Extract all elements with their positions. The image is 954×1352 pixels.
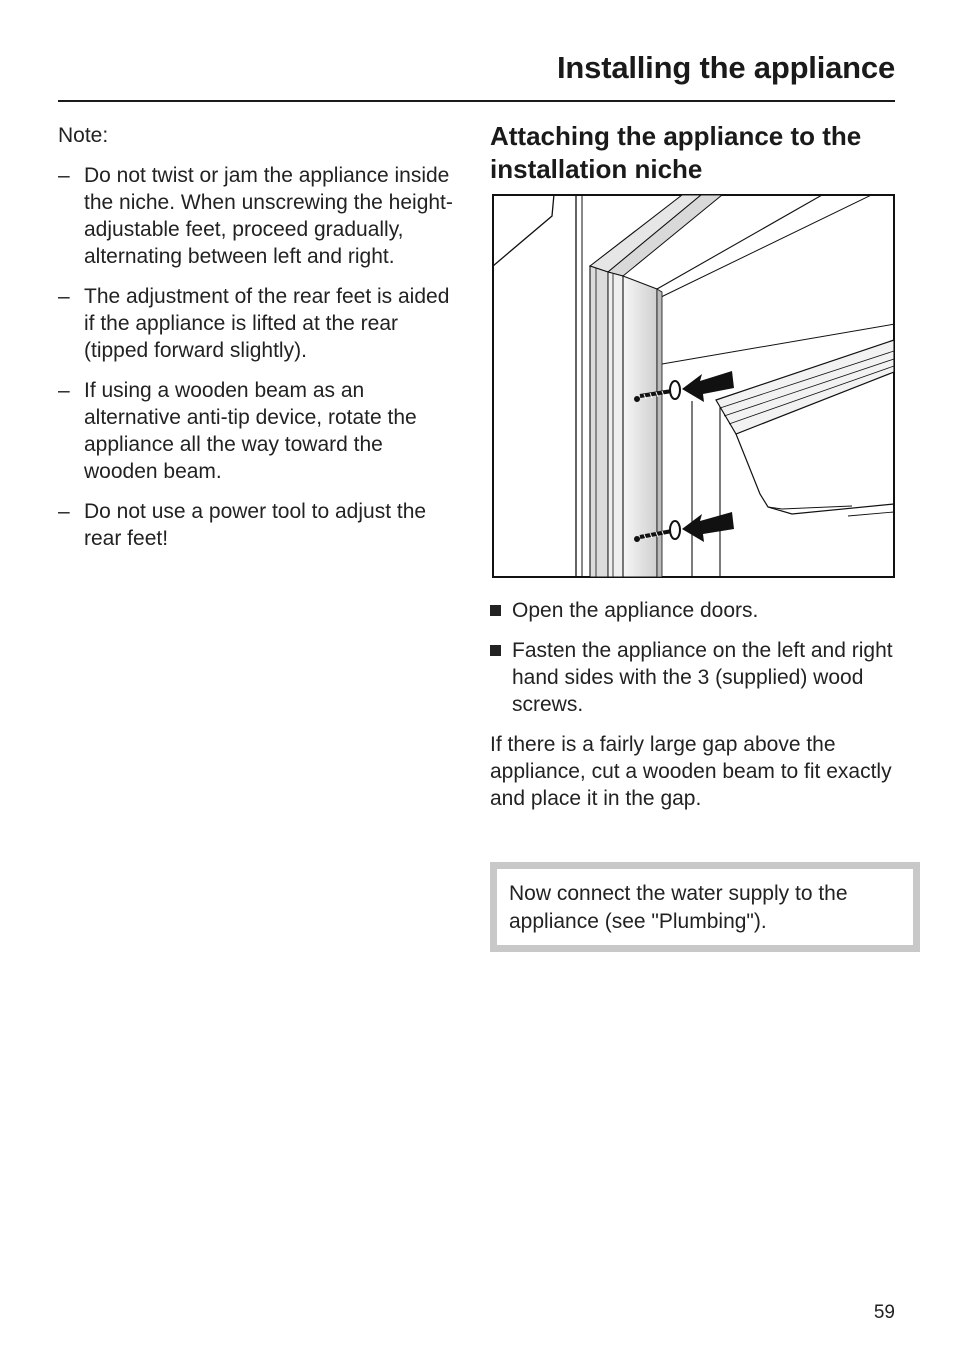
step-text: Fasten the appliance on the left and right hand sides with the 3 (supplied) wood screws. [512, 639, 893, 716]
dash-bullet: – [58, 379, 70, 402]
gap-instruction: If there is a fairly large gap above the appliance, cut a wooden beam to fit exactly and place it in the gap. [490, 733, 892, 810]
note-text: The adjustment of the rear feet is aided if the appliance is lifted at the rear (tipped forward slightly). [84, 285, 450, 362]
note-label: Note: [58, 124, 109, 147]
note-text: Do not twist or jam the appliance inside the niche. When unscrewing the height-adjustable feet, proceed gradually, alternating between left and right. [84, 164, 453, 268]
notes-list [58, 162, 460, 552]
list-item [58, 283, 460, 364]
page-title: Installing the appliance [557, 50, 895, 85]
list-item [490, 597, 900, 624]
dash-bullet: – [58, 500, 70, 523]
note-text: If using a wooden beam as an alternative anti-tip device, rotate the appliance all the way toward the wooden beam. [84, 379, 417, 483]
dash-bullet: – [58, 164, 70, 187]
note-text: Do not use a power tool to adjust the rear feet! [84, 500, 427, 550]
notice-box [490, 862, 920, 952]
steps-list [490, 597, 900, 718]
notes-column [58, 122, 460, 565]
list-item [58, 498, 460, 552]
title-divider [58, 100, 895, 102]
square-bullet-icon [490, 645, 501, 656]
list-item [58, 377, 460, 485]
page-number: 59 [873, 1302, 895, 1323]
section-heading: Attaching the appliance to the installation niche [490, 121, 862, 184]
dash-bullet: – [58, 285, 70, 308]
installation-illustration [492, 194, 895, 578]
step-text: Open the appliance doors. [512, 599, 759, 622]
list-item [490, 637, 900, 718]
instructions-column [490, 597, 900, 812]
notice-text: Now connect the water supply to the appliance (see "Plumbing"). [509, 882, 848, 933]
square-bullet-icon [490, 605, 501, 616]
list-item [58, 162, 460, 270]
